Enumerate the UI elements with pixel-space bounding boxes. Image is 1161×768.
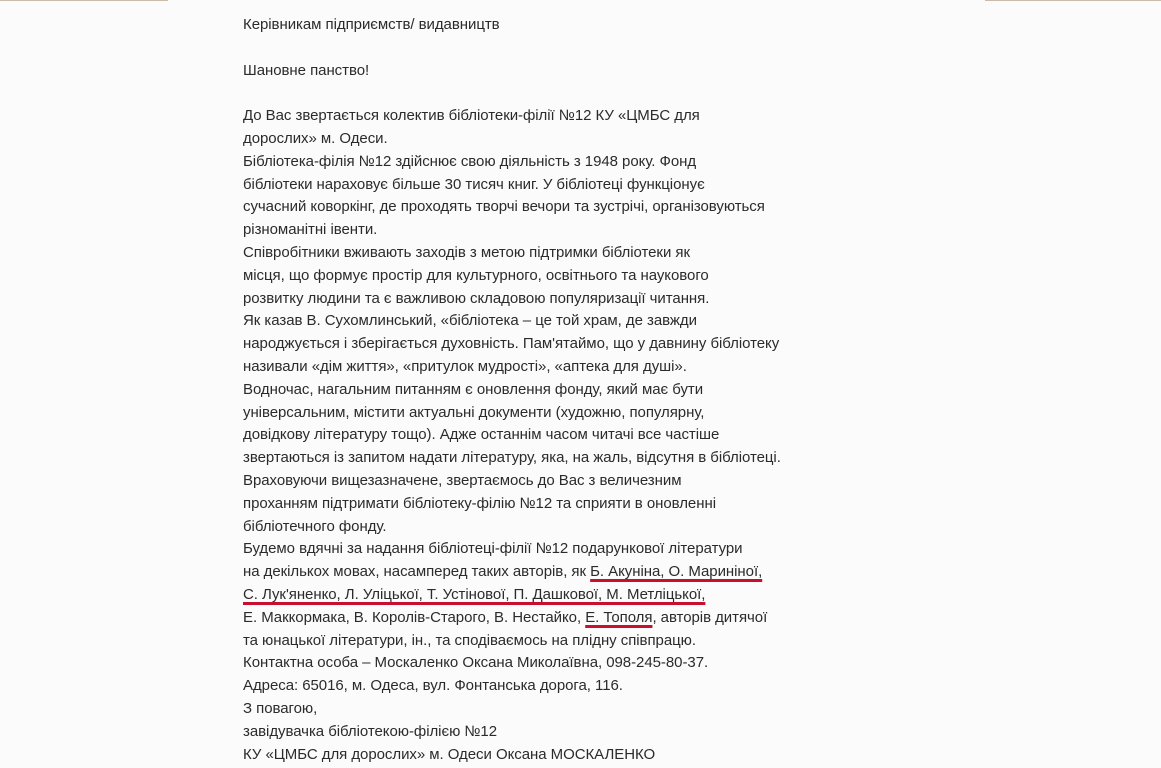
letter-line: Бібліотека-філія №12 здійснює свою діяльність з 1948 року. Фонд (243, 152, 697, 170)
letter-line: довідкову літературу тощо). Адже останнім часом читачі все частіше (243, 426, 720, 444)
letter-line: бібліотеки нараховує більше 30 тисяч книг. У бібліотеці функціонує (243, 175, 705, 193)
letter-line: Як казав В. Сухомлинський, «бібліотека – це той храм, де завжди (243, 312, 697, 330)
letter-line: універсальним, містити актуальні документи (художню, популярну, (243, 403, 705, 421)
letter-line: Співробітники вживають заходів з метою підтримки бібліотеки як (243, 243, 690, 261)
letter-line: розвитку людини та є важливою складовою популяризації читання. (243, 289, 710, 307)
top-left-edge-line (0, 0, 168, 1)
greeting: Шановне панство! (243, 61, 370, 79)
authors-line (243, 607, 843, 630)
authors-line (243, 584, 843, 607)
closing-salutation: З повагою, (243, 699, 318, 717)
letter-line: проханням підтримати бібліотеку-філію №12 та сприяти в оновленні (243, 494, 716, 512)
signature-name: КУ «ЦМБС для дорослих» м. Одеси Оксана МОСКАЛЕНКО (243, 745, 656, 763)
letter-line: місця, що формує простір для культурного, освітнього та наукового (243, 266, 709, 284)
letter-line: Враховуючи вищезазначене, звертаємось до Вас з величезним (243, 471, 682, 489)
authors-line (243, 561, 843, 584)
addressee: Керівникам підприємств/ видавництв (243, 16, 500, 33)
address-line: Адреса: 65016, м. Одеса, вул. Фонтанська дорога, 116. (243, 677, 623, 695)
letter-line: До Вас звертається колектив бібліотеки-філії №12 КУ «ЦМБС для (243, 107, 700, 125)
authors-line-prefix: Е. Маккормака, В. Королів-Старого, В. Нестайко, (243, 608, 586, 626)
letter-line: дорослих» м. Одеси. (243, 129, 388, 147)
top-right-edge-line (985, 0, 1161, 1)
letter-line: звертаються із запитом надати літературу, яка, на жаль, відсутня в бібліотеці. (243, 449, 781, 467)
letter-line: бібліотечного фонду. (243, 517, 387, 535)
underlined-authors: Б. Акуніна, О. Мариніної, (590, 563, 763, 581)
letter-line: народжується і зберігається духовність. Пам'ятаймо, що у давнину бібліотеку (243, 335, 780, 353)
signature-title: завідувачка бібліотекою-філією №12 (243, 722, 498, 740)
letter-line: сучасний коворкінг, де проходять творчі вечори та зустрічі, організовуються (243, 198, 765, 216)
letter-line: Водночас, нагальним питанням є оновлення фонду, який має бути (243, 380, 704, 398)
letter-line: називали «дім життя», «притулок мудрості», «аптека для душі». (243, 357, 687, 375)
underlined-authors: С. Лук'яненко, Л. Уліцької, Т. Устінової, П. Дашкової, М. Метліцької, (243, 585, 706, 603)
underlined-authors: Е. Тополя (585, 608, 653, 626)
blank-line (243, 82, 843, 105)
letter-line: різноманітні івенти. (243, 221, 378, 239)
blank-line (243, 37, 843, 60)
authors-line-suffix: , авторів дитячої (652, 608, 768, 626)
authors-line-prefix: на декількох мовах, насамперед таких авторів, як (243, 563, 591, 581)
letter-body (243, 14, 843, 766)
contact-line: Контактна особа – Москаленко Оксана Миколаївна, 098-245-80-37. (243, 654, 709, 672)
letter-line: Будемо вдячні за надання бібліотеці-філії №12 подарункової літератури (243, 540, 743, 558)
letter-line: та юнацької літератури, ін., та сподіваємось на плідну співпрацю. (243, 631, 696, 649)
